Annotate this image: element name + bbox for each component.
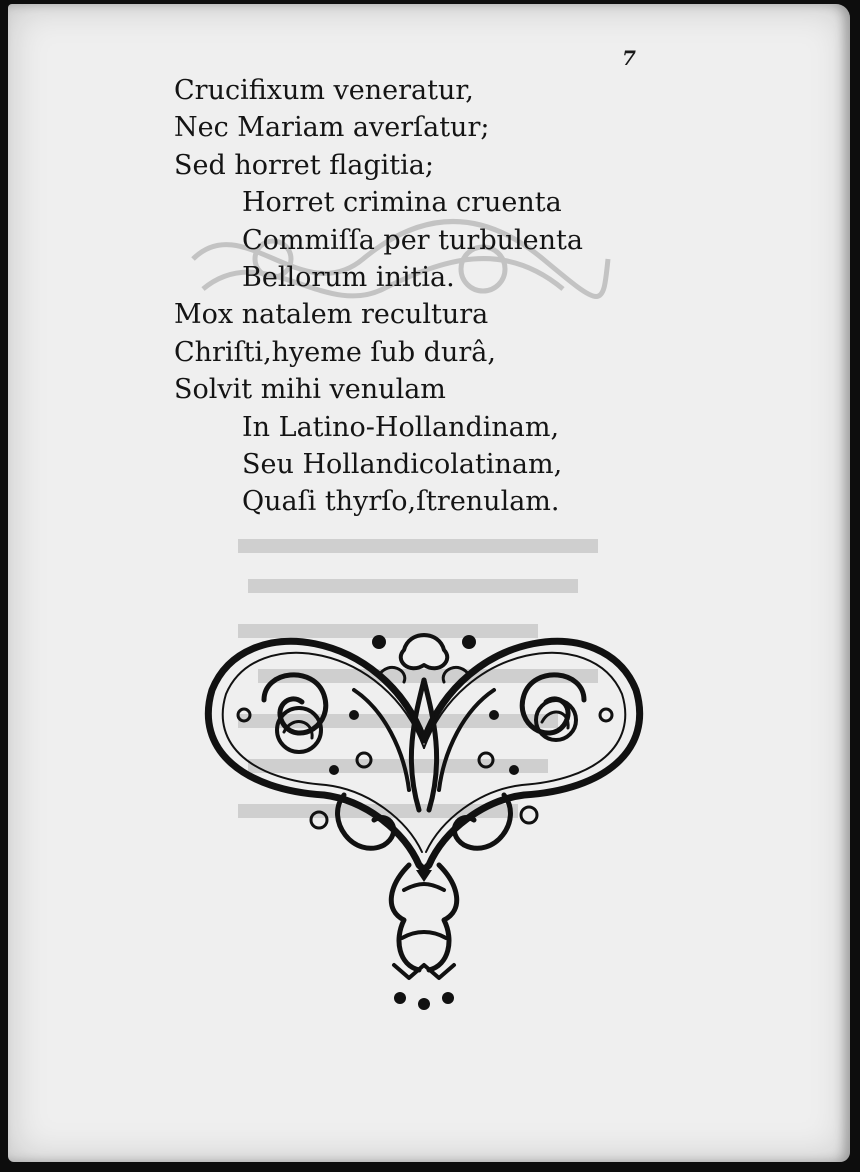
poem-line: Chriſti,hyeme ſub durâ,: [174, 336, 496, 368]
heart-floral-ornament-icon: [204, 620, 644, 1010]
poem-line: Crucifixum veneratur,: [174, 75, 474, 106]
poem-line: Nec Mariam averſatur;: [174, 112, 490, 144]
poem-line: Solvit mihi venulam: [174, 374, 446, 406]
poem-line: Sed horret flagitia;: [174, 149, 434, 181]
poem-line: Mox natalem recultura: [174, 299, 489, 331]
poem-line: Seu Hollandicolatinam,: [242, 449, 563, 481]
book-page: [8, 4, 850, 1162]
poem-line: Horret crimina cruenta: [242, 187, 562, 219]
poem-line: Quaſi thyrſo,ſtrenulam.: [242, 486, 560, 518]
poem-line: In Latino-Hollandinam,: [242, 411, 560, 443]
poem-line: Bellorum initia.: [242, 262, 455, 294]
poem-line: Commiſſa per turbulenta: [242, 224, 583, 256]
page-number: 7: [622, 46, 636, 70]
poem-text: [174, 72, 644, 521]
